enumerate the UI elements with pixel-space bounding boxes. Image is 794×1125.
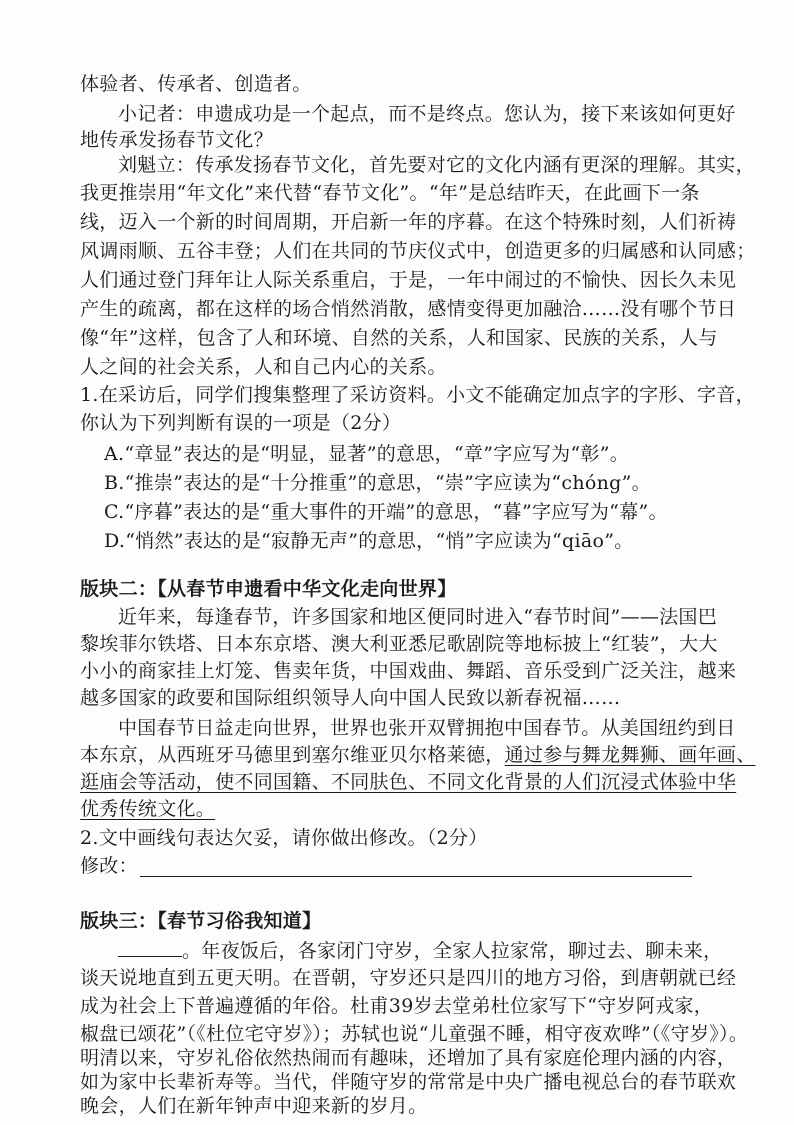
interview-answer-line: 风调雨顺、五谷丰登；人们在共同的节庆仪式中，创造更多的归属感和认同感； — [80, 240, 756, 262]
section2-para-line: 近年来，每逢春节，许多国家和地区便同时进入“春节时间”——法国巴 — [118, 606, 718, 628]
section3-para-line — [118, 938, 723, 963]
section3-first-line: 。年夜饭后，各家闭门守岁，全家人拉家常，聊过去、聊未来， — [182, 940, 723, 962]
section3-para-line: 谈天说地直到五更天明。在晋朝，守岁还只是四川的地方习俗，到唐朝就已经 — [80, 967, 737, 989]
section3-heading: 版块三：【春节习俗我知道】 — [80, 910, 322, 932]
section2-para-line — [80, 743, 756, 767]
fill-in-blank[interactable] — [118, 938, 182, 957]
interview-answer-line: 刘魁立：传承发扬春节文化，首先要对它的文化内涵有更深的理解。其实， — [118, 154, 755, 176]
interview-answer-line: 线，迈入一个新的时间周期，开启新一年的序暮。在这个特殊时刻，人们祈祷 — [80, 211, 737, 233]
section2-para-line: 黎埃菲尔铁塔、日本东京塔、澳大利亚悉尼歌剧院等地标披上“红装”，大大 — [80, 633, 718, 655]
section2-heading: 版块二：【从春节申遗看中华文化走向世界】 — [80, 578, 457, 600]
question1-option-b: B.“推崇”表达的是“十分推重”的意思，“崇”字应读为“chóng”。 — [104, 472, 651, 494]
section3-para-line: 如为家中长辈祈寿等。当代，伴随守岁的常常是中央广播电视总台的春节联欢 — [80, 1071, 737, 1093]
text-line: 体验者、传承者、创造者。 — [80, 73, 312, 95]
underlined-sentence-end: 优秀传统文化。 — [80, 798, 216, 820]
underlined-sentence — [80, 797, 700, 821]
answer-line[interactable] — [140, 876, 692, 877]
section3-para-line: 晚会，人们在新年钟声中迎来新的岁月。 — [80, 1095, 428, 1117]
section2-para-line: 越多国家的政要和国际组织领导人向中国人民致以新春祝福…… — [80, 687, 621, 709]
section3-para-line: 成为社会上下普遍遵循的年俗。杜甫39岁去堂弟杜位家写下“守岁阿戎家， — [80, 995, 714, 1017]
section3-para-line: 椒盘已颂花”（《杜位宅守岁》）；苏轼也说“儿童强不睡，相守夜欢哗”（《守岁》）。 — [80, 1023, 749, 1045]
question1-option-a: A.“章显”表达的是“明显，显著”的意思，“章”字应写为“彰”。 — [104, 443, 630, 465]
question2-stem: 2.文中画线句表达欠妥，请你做出修改。（2分） — [80, 827, 488, 849]
section3-para-line: 明清以来，守岁礼俗依然热闹而有趣味，还增加了具有家庭伦理内涵的内容， — [80, 1047, 737, 1069]
question1-stem: 你认为下列判断有误的一项是（2分） — [80, 412, 402, 434]
interview-answer-line: 人之间的社会关系，人和自己内心的关系。 — [80, 356, 447, 378]
interview-answer-line: 产生的疏离，都在这样的场合悄然消散，感情变得更加融洽……没有哪个节日 — [80, 298, 737, 320]
underlined-sentence: 通过参与舞龙舞狮、画年画、 — [504, 744, 756, 766]
question1-option-d: D.“悄然”表达的是“寂静无声”的意思，“悄”字应读为“qiāo”。 — [104, 530, 634, 552]
answer-label: 修改： — [80, 855, 138, 877]
interview-answer-line: 像“年”这样，包含了人和环境、自然的关系，人和国家、民族的关系，人与 — [80, 327, 718, 349]
section2-para-line: 小小的商家挂上灯笼、售卖年货，中国戏曲、舞蹈、音乐受到广泛关注，越来 — [80, 660, 737, 682]
interview-question-line: 地传承发扬春节文化？ — [80, 129, 274, 151]
interview-answer-line: 人们通过登门拜年让人际关系重启，于是，一年中闹过的不愉快、因长久未见 — [80, 269, 737, 291]
underlined-sentence: 逛庙会等活动，使不同国籍、不同肤色、不同文化背景的人们沉浸式体验中华 — [80, 771, 737, 793]
interview-answer-line: 我更推崇用“年文化”来代替“春节文化”。“年”是总结昨天，在此画下一条 — [80, 182, 700, 204]
question1-stem: 1.在采访后，同学们搜集整理了采访资料。小文不能确定加点字的字形、字音， — [80, 384, 755, 406]
question1-option-c: C.“序暮”表达的是“重大事件的开端”的意思，“暮”字应写为“幕”。 — [104, 501, 668, 523]
section2-para-line: 中国春节日益走向世界，世界也张开双臂拥抱中国春节。从美国纽约到日 — [118, 717, 736, 739]
plain-text: 本东京，从西班牙马德里到塞尔维亚贝尔格莱德， — [80, 744, 505, 766]
interview-question-line: 小记者：申遗成功是一个起点，而不是终点。您认为，接下来该如何更好 — [118, 103, 736, 125]
